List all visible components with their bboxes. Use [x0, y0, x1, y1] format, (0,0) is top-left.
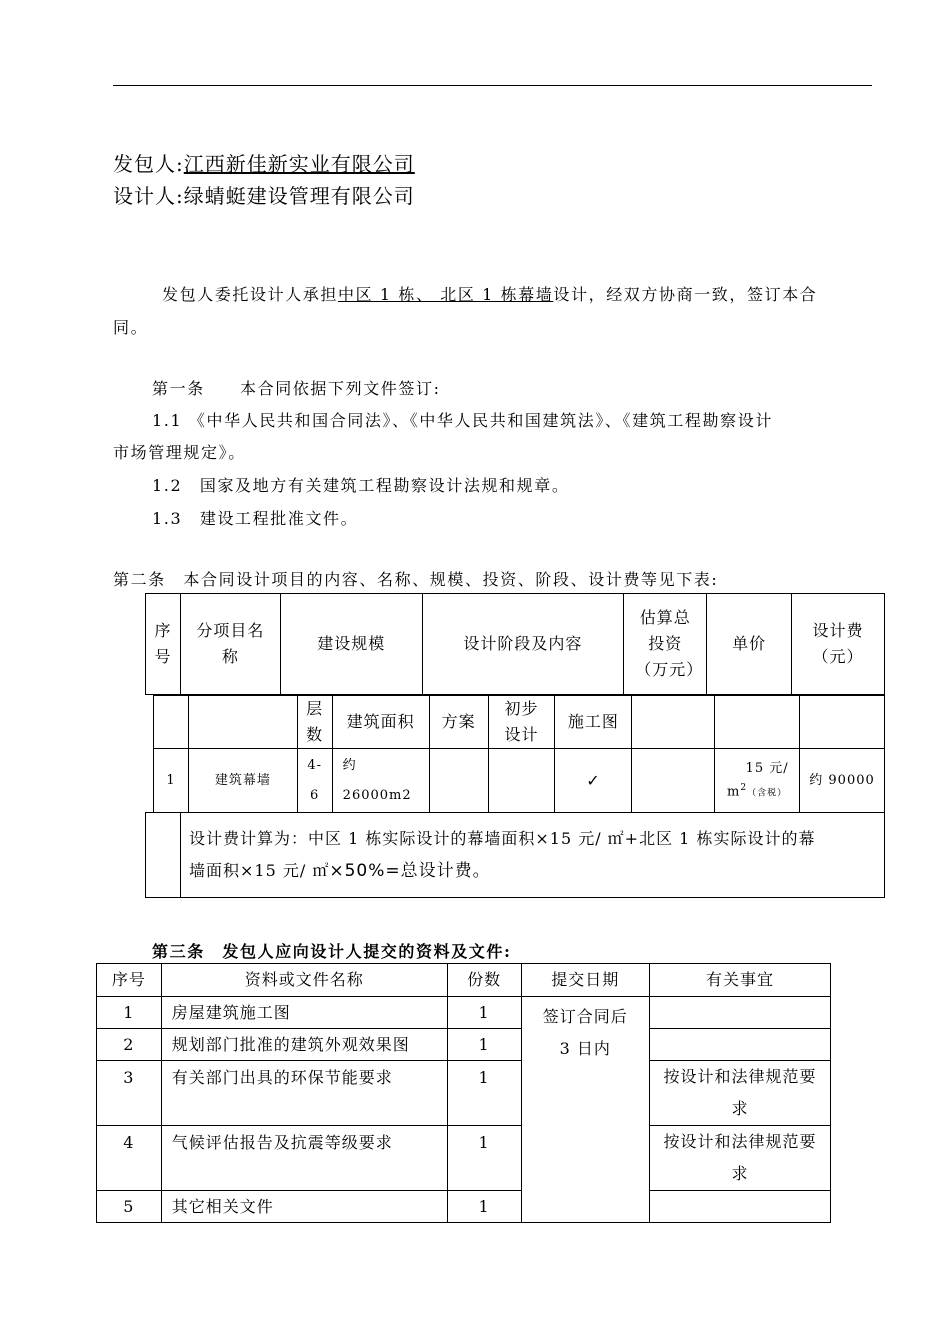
header-rule	[113, 85, 872, 86]
sub-empty-4	[715, 696, 800, 749]
row-invest	[632, 749, 715, 813]
sub-area: 建筑面积	[332, 696, 429, 749]
row-name: 建筑幕墙	[188, 749, 297, 813]
data-row	[154, 749, 885, 813]
materials-header-row	[97, 964, 831, 997]
row-prelim	[488, 749, 555, 813]
m3-note: 按设计和法律规范要求	[650, 1061, 831, 1126]
intro-pre: 发包人委托设计人承担	[162, 285, 339, 304]
row-price: 15 元/ $m^2$（含税）	[715, 749, 800, 813]
mh-note: 有关事宜	[650, 964, 831, 997]
article1-item1-line2: 市场管理规定》。	[113, 443, 246, 462]
m3-seq: 3	[97, 1061, 162, 1126]
header-fee: 设计费（元）	[792, 594, 885, 695]
materials-table	[96, 963, 831, 1223]
check-mark-icon: ✓	[555, 749, 632, 813]
mh-name: 资料或文件名称	[161, 964, 447, 997]
m2-seq: 2	[97, 1029, 162, 1061]
article3-title: 第三条 发包人应向设计人提交的资料及文件:	[152, 942, 512, 961]
materials-row-5	[97, 1191, 831, 1223]
client-line	[113, 148, 415, 177]
designer-label: 设计人:	[113, 184, 184, 208]
materials-date-cell: 签订合同后 3 日内	[521, 997, 650, 1223]
mh-seq: 序号	[97, 964, 162, 997]
client-label: 发包人:	[113, 152, 184, 176]
article1-item3: 1.3 建设工程批准文件。	[152, 509, 359, 528]
article1-item1-line1: 1.1 《中华人民共和国合同法》、《中华人民共和国建筑法》、《建筑工程勘察设计	[152, 411, 773, 430]
m4-seq: 4	[97, 1126, 162, 1191]
m1-note	[650, 997, 831, 1029]
m5-name: 其它相关文件	[161, 1191, 447, 1223]
calc-empty	[146, 813, 181, 898]
intro-line-2: 同。	[113, 318, 149, 337]
sub-empty-5	[800, 696, 885, 749]
materials-row-3	[97, 1061, 831, 1126]
calc-line-2: 墙面积×15 元/ ㎡×50%=总设计费。	[189, 861, 491, 881]
subheader-row	[154, 696, 885, 749]
row-plan	[429, 749, 488, 813]
m2-note	[650, 1029, 831, 1061]
m1-name: 房屋建筑施工图	[161, 997, 447, 1029]
design-table-calc	[145, 812, 885, 898]
header-seq: 序号	[146, 594, 181, 695]
designer-name: 绿蜻蜓建设管理有限公司	[183, 184, 415, 208]
calc-line-1: 设计费计算为：中区 1 栋实际设计的幕墙面积×15 元/ ㎡+北区 1 栋实际设计的幕	[189, 829, 816, 848]
m3-name: 有关部门出具的环保节能要求	[161, 1061, 447, 1126]
intro-project: 中区 1 栋、 北区 1 栋幕墙	[338, 285, 554, 304]
sub-plan: 方案	[429, 696, 488, 749]
m1-copies: 1	[447, 997, 521, 1029]
mh-date: 提交日期	[521, 964, 650, 997]
design-table-body	[153, 695, 885, 813]
article1-title: 第一条 本合同依据下列文件签订:	[152, 379, 441, 398]
row-seq: 1	[154, 749, 189, 813]
client-name: 江西新佳新实业有限公司	[183, 152, 415, 176]
materials-row-2	[97, 1029, 831, 1061]
m4-copies: 1	[447, 1126, 521, 1191]
design-table-header	[145, 593, 885, 695]
calc-text	[181, 813, 885, 898]
m2-name: 规划部门批准的建筑外观效果图	[161, 1029, 447, 1061]
materials-row-1	[97, 997, 831, 1029]
header-price: 单价	[707, 594, 792, 695]
header-scale: 建设规模	[280, 594, 422, 695]
sub-empty-2	[188, 696, 297, 749]
sub-empty-1	[154, 696, 189, 749]
materials-row-4	[97, 1126, 831, 1191]
m5-copies: 1	[447, 1191, 521, 1223]
m2-copies: 1	[447, 1029, 521, 1061]
sub-prelim: 初步设计	[488, 696, 555, 749]
m1-seq: 1	[97, 997, 162, 1029]
header-invest: 估算总投资（万元）	[624, 594, 707, 695]
mh-copies: 份数	[447, 964, 521, 997]
intro-post: 设计，经双方协商一致，签订本合	[553, 285, 818, 304]
m4-name: 气候评估报告及抗震等级要求	[161, 1126, 447, 1191]
row-area: 约 26000m2	[332, 749, 429, 813]
m5-note	[650, 1191, 831, 1223]
row-floors: 4- 6	[297, 749, 332, 813]
sub-construct: 施工图	[555, 696, 632, 749]
header-name: 分项目名称	[180, 594, 280, 695]
article2-title: 第二条 本合同设计项目的内容、名称、规模、投资、阶段、设计费等见下表:	[113, 570, 719, 589]
m3-copies: 1	[447, 1061, 521, 1126]
m5-seq: 5	[97, 1191, 162, 1223]
m4-note: 按设计和法律规范要求	[650, 1126, 831, 1191]
sub-empty-3	[632, 696, 715, 749]
sub-floors: 层数	[297, 696, 332, 749]
intro-line-1	[162, 282, 817, 305]
designer-line	[113, 180, 415, 209]
row-fee: 约 90000	[800, 749, 885, 813]
article1-item2: 1.2 国家及地方有关建筑工程勘察设计法规和规章。	[152, 476, 570, 495]
header-stage: 设计阶段及内容	[422, 594, 624, 695]
